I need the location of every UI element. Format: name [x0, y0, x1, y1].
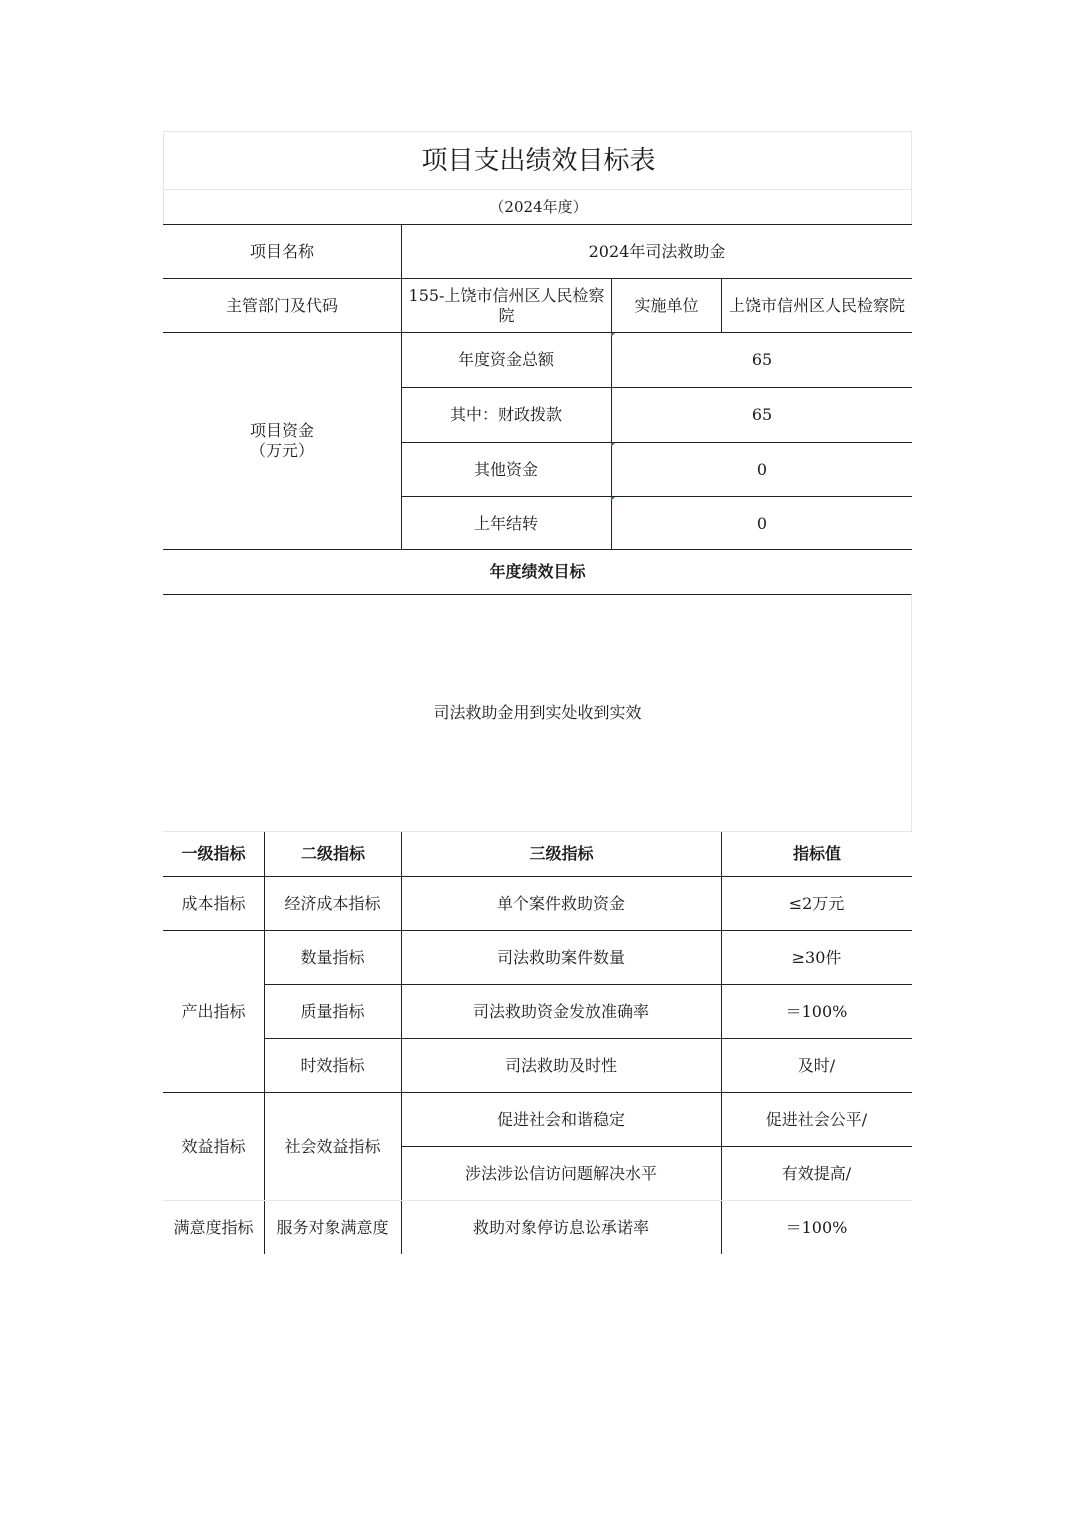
cost-level1: 成本指标 — [181, 893, 246, 913]
project-name-label: 项目名称 — [249, 241, 314, 261]
output-level1: 产出指标 — [181, 1001, 246, 1021]
funds-row-label: 其中：财政拨款 — [449, 405, 562, 424]
funds-label: 项目资金 — [249, 421, 314, 440]
annual-goal-header-row — [163, 549, 912, 594]
header-value: 指标值 — [721, 832, 912, 876]
department-label: 主管部门及代码 — [225, 295, 338, 315]
output-level3: 司法救助及时性 — [504, 1055, 617, 1075]
satisfaction-level3: 救助对象停访息讼承诺率 — [472, 1217, 649, 1237]
annual-goal-body-row — [163, 594, 912, 831]
benefit-level1: 效益指标 — [181, 1136, 246, 1156]
benefit-value: 有效提高/ — [781, 1163, 852, 1183]
satisfaction-value: ＝100% — [785, 1217, 848, 1237]
funds-label-cell — [163, 333, 401, 549]
funds-row-label: 其他资金 — [473, 459, 538, 479]
title-row — [163, 131, 912, 189]
output-level3: 司法救助资金发放准确率 — [472, 1001, 649, 1021]
funds-row-label: 年度资金总额 — [457, 350, 554, 369]
fiscal-year: （2024年度） — [489, 198, 588, 216]
output-value: ≥30件 — [791, 947, 842, 967]
benefit-level3: 涉法涉讼信访问题解决水平 — [464, 1163, 657, 1183]
year-row — [163, 189, 912, 224]
benefit-level2: 社会效益指标 — [284, 1136, 381, 1156]
satisfaction-level2: 服务对象满意度 — [276, 1217, 389, 1237]
department-value: 155-上饶市信州区人民检察院 — [401, 279, 611, 332]
benefit-level3: 促进社会和谐稳定 — [496, 1109, 625, 1129]
output-level2: 时效指标 — [300, 1055, 365, 1075]
funds-row-value: 0 — [611, 443, 912, 496]
funds-row-value: 0 — [611, 497, 912, 550]
annual-goal-text: 司法救助金用到实处收到实效 — [433, 703, 642, 722]
indicator-header-row — [163, 831, 912, 877]
satisfaction-level1: 满意度指标 — [173, 1217, 254, 1237]
funds-row — [401, 388, 912, 442]
cost-level2: 经济成本指标 — [284, 893, 381, 913]
output-level3: 司法救助案件数量 — [496, 947, 625, 967]
header-level3: 三级指标 — [401, 832, 721, 876]
benefit-value: 促进社会公平/ — [765, 1109, 868, 1129]
annual-goal-label: 年度绩效目标 — [489, 562, 586, 581]
funds-row — [401, 497, 912, 550]
project-name-value: 2024年司法救助金 — [401, 225, 912, 278]
department-row — [163, 278, 912, 332]
sheet-title: 项目支出绩效目标表 — [421, 145, 656, 176]
performance-target-sheet — [163, 131, 912, 1254]
output-value: 及时/ — [797, 1055, 836, 1075]
output-level2: 数量指标 — [300, 947, 365, 967]
output-level2: 质量指标 — [300, 1001, 365, 1021]
implementing-unit-label: 实施单位 — [611, 279, 721, 332]
funds-unit: （万元） — [249, 441, 314, 460]
output-value: ＝100% — [785, 1001, 848, 1021]
header-level1: 一级指标 — [181, 844, 246, 863]
funds-row-label: 上年结转 — [473, 513, 538, 533]
funds-row-value: 65 — [611, 333, 912, 387]
project-name-row — [163, 224, 912, 278]
cost-value: ≤2万元 — [788, 893, 845, 913]
funds-row — [401, 443, 912, 496]
implementing-unit-value: 上饶市信州区人民检察院 — [721, 279, 912, 332]
funds-block — [163, 332, 912, 549]
cost-level3: 单个案件救助资金 — [496, 893, 625, 913]
funds-row-value: 65 — [611, 388, 912, 442]
indicator-grid — [163, 877, 912, 1254]
header-level2: 二级指标 — [264, 832, 401, 876]
funds-row — [401, 333, 912, 387]
